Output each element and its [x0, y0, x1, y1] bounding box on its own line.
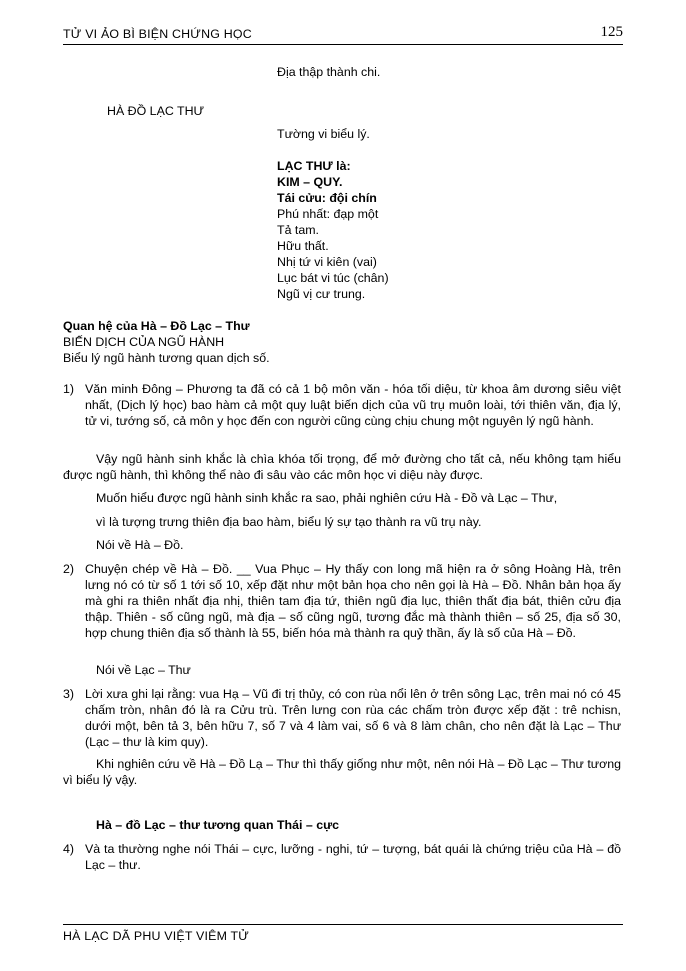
paragraph: Khi nghiên cứu về Hà – Đồ Lạ – Thư thì thấy giống như một, nên nói Hà – Đồ Lạc – Thư tương vì biểu lý vậy.: [63, 757, 621, 787]
lac-thu-line: Tả tam.: [277, 223, 319, 237]
lac-thu-line: Lục bát vi túc (chân): [277, 271, 389, 285]
item-text: Văn minh Đông – Phương ta đã có cả 1 bộ môn văn - hóa tối diệu, từ khoa âm dương siêu việt nhất, (Dịch lý học) bao hàm cả một quy luật biến dịch của vũ trụ muôn loài, tới thiên văn, địa lý, tử vi, tướng số, cả môn y học đến con người cũng cùng chịu chung một nguyên lý ngũ hành.: [85, 382, 621, 428]
paragraph: Vậy ngũ hành sinh khắc là chìa khóa tối trọng, để mở đường cho tất cả, nếu không tạm hiểu được ngũ hành, thì không thể nào đi sâu vào các môn học vi diệu này được.: [63, 452, 621, 482]
tai-cuu: Tái cửu: đội chín: [277, 191, 377, 205]
lac-thu-title: LẠC THƯ là:: [277, 159, 351, 173]
item-text: Chuyện chép về Hà – Đồ. __ Vua Phục – Hy thấy con long mã hiện ra ở sông Hoàng Hà, trên lưng nó có từ số 1 tới số 10, xếp đặt như một bản họa cho nên gọi là Hà – Đồ. Nhân bản họa ấy mà ghi ra thiên nhất địa nhị, thiên tam địa tứ, thiên ngũ địa lục, thiên thất địa bát, thiên cửu địa thập. Thiên - số cũng ngũ, mà địa – số cũng ngũ, tương đắc mà thành thiên – số 25, địa số 30, hợp chung thiên địa số thành là 55, biến hóa mà thành ra quỷ thần, ấy là số của Hà – Đồ.: [85, 562, 621, 640]
line-tuong-vi: Tường vi biểu lý.: [277, 127, 370, 141]
item-number: 3): [63, 687, 75, 701]
subsection-heading: Hà – đồ Lạc – thư tương quan Thái – cực: [96, 818, 339, 832]
page-number: 125: [600, 24, 623, 40]
lac-thu-line: Nhị tứ vi kiên (vai): [277, 255, 377, 269]
item-number: 1): [63, 382, 75, 396]
section-subtitle-2: Biểu lý ngũ hành tương quan dịch số.: [63, 351, 270, 365]
lac-thu-line: Ngũ vị cư trung.: [277, 287, 366, 301]
paragraph: Muốn hiểu được ngũ hành sinh khắc ra sao, phải nghiên cứu Hà - Đồ và Lạc – Thư,: [96, 491, 558, 505]
lac-thu-line: Phú nhất: đạp một: [277, 207, 379, 221]
page-footer: [63, 924, 623, 943]
paragraph: Nói về Lạc – Thư: [96, 663, 191, 677]
item-text: Lời xưa ghi lại rằng: vua Hạ – Vũ đi trị thủy, có con rùa nổi lên ở trên sông Lạc, trên mai nó có 45 chấm tròn, nhân đó là ra Cửu trù. Trên lưng con rùa các chấm tròn được xếp đặt : trê nchisn, dưới một, bên tả 3, bên hữu 7, số 7 và 4 làm vai, số 6 và 8 làm chân, cho nên đặt là Lạc – Thư (Lạc – thư là kim quy).: [85, 687, 621, 749]
header-title: TỬ VI ẢO BÌ BIỆN CHỨNG HỌC: [63, 27, 252, 41]
kim-quy: KIM – QUY.: [277, 175, 343, 189]
left-heading: HÀ ĐỒ LẠC THƯ: [107, 104, 205, 118]
item-number: 4): [63, 842, 75, 856]
item-text: Và ta thường nghe nói Thái – cực, lưỡng - nghi, tứ – tượng, bát quái là chứng triệu của Hà – đồ Lạc – thư.: [85, 842, 621, 872]
lac-thu-line: Hữu thất.: [277, 239, 329, 253]
paragraph: Nói về Hà – Đồ.: [96, 538, 184, 552]
page-header: [63, 24, 623, 45]
item-number: 2): [63, 562, 75, 576]
line-dia-thap: Địa thập thành chi.: [277, 65, 381, 79]
footer-text: HÀ LẠC DÃ PHU VIỆT VIÊM TỬ: [63, 929, 250, 943]
section-subtitle: BIẾN DỊCH CỦA NGŨ HÀNH: [63, 335, 225, 349]
section-heading: Quan hệ của Hà – Đồ Lạc – Thư: [63, 319, 250, 333]
paragraph: vì là tượng trưng thiên địa bao hàm, biểu lý sự tạo thành ra vũ trụ này.: [96, 515, 482, 529]
